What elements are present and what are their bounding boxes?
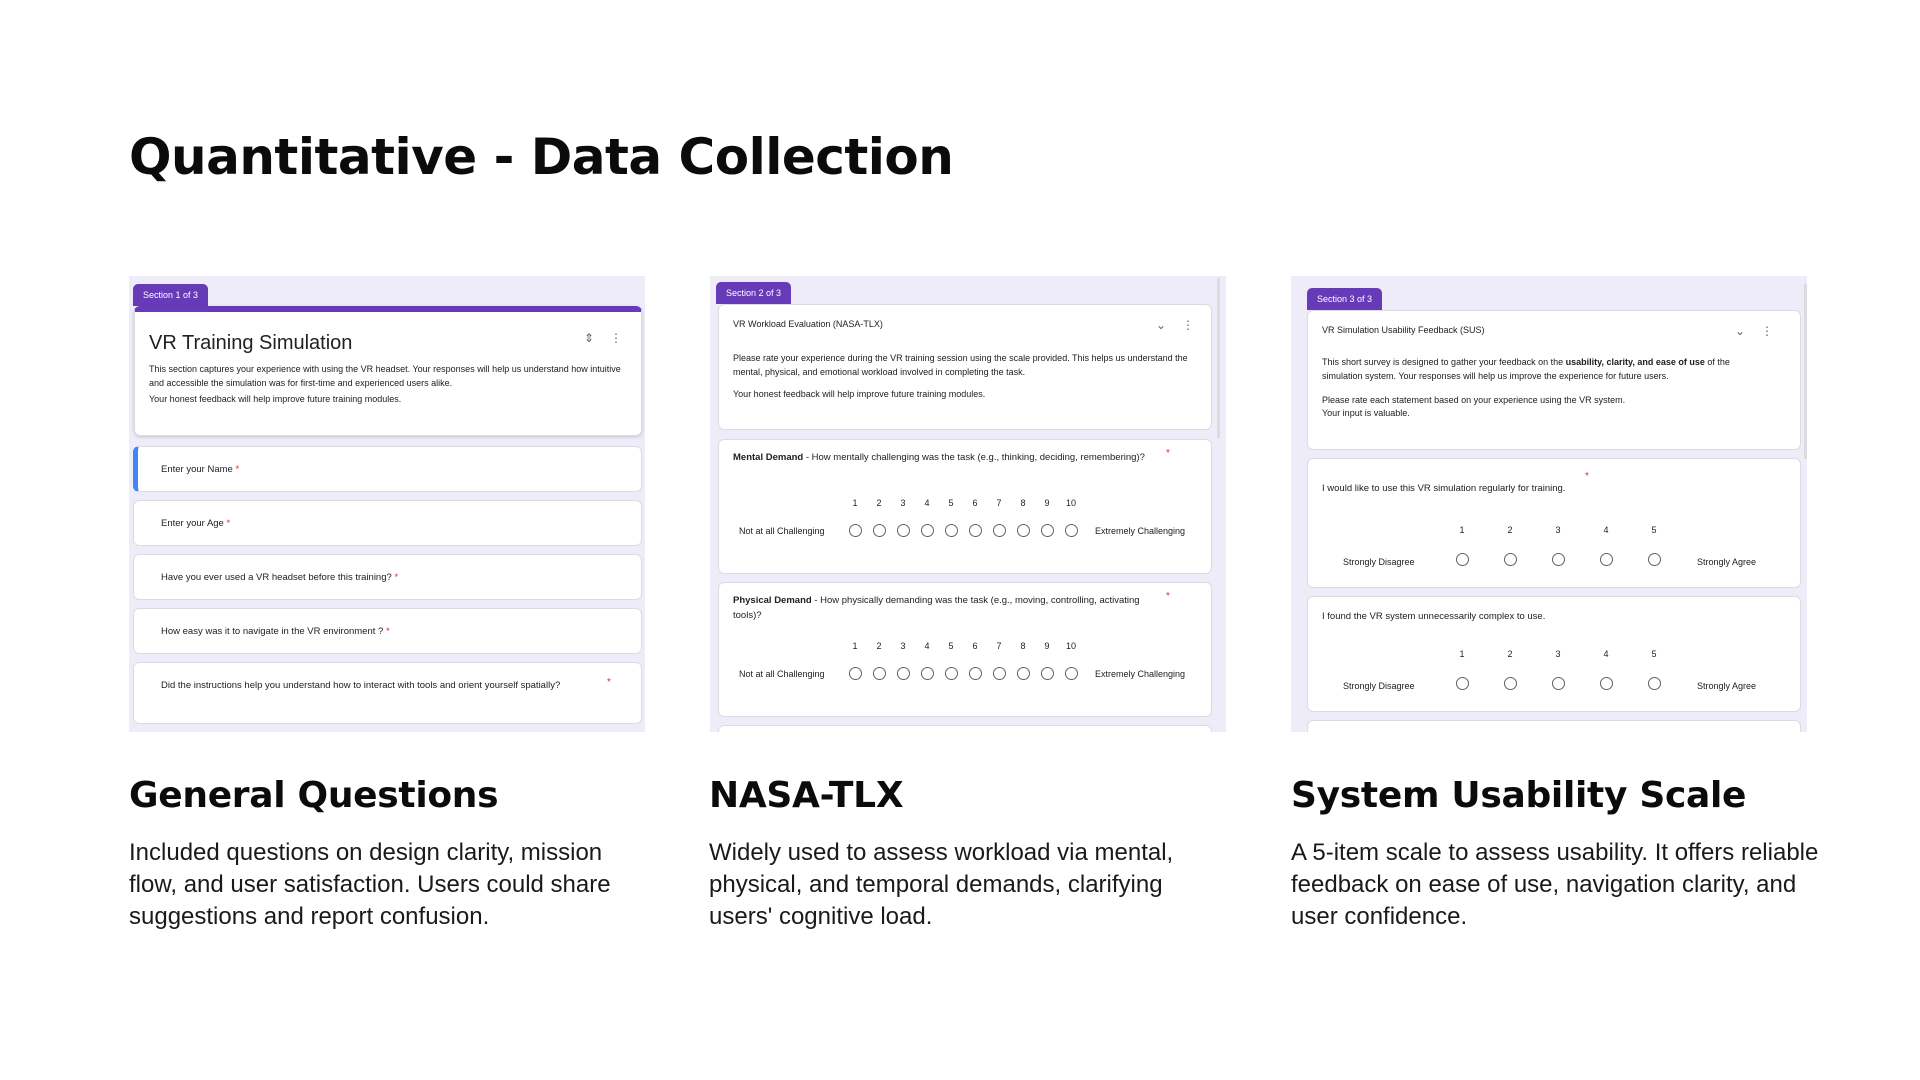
scale-radio-button[interactable] xyxy=(873,667,886,680)
section-title-nasa-tlx: NASA-TLX xyxy=(709,775,904,816)
question-card-name[interactable] xyxy=(133,446,642,492)
page-title: Quantitative - Data Collection xyxy=(129,128,954,186)
section-title-general: General Questions xyxy=(129,775,499,816)
form-header-card xyxy=(718,304,1212,430)
screenshot-general-questions xyxy=(129,276,645,732)
collapse-icon[interactable]: ⌄ xyxy=(1735,324,1746,338)
scale-radio-button[interactable] xyxy=(1065,667,1078,680)
question-label: How easy was it to navigate in the VR environment ? * xyxy=(161,626,390,637)
scale-number: 2 xyxy=(1507,649,1513,659)
more-options-icon[interactable]: ⋮ xyxy=(1761,324,1773,338)
form-instructions: Please rate each statement based on your experience using the VR system. xyxy=(1322,395,1626,405)
form-title: VR Workload Evaluation (NASA-TLX) xyxy=(733,319,883,329)
scale-number: 9 xyxy=(1044,641,1050,651)
scale-radio-button[interactable] xyxy=(1041,667,1054,680)
scale-high-label: Strongly Agree xyxy=(1697,557,1757,567)
scale-low-label: Strongly Disagree xyxy=(1343,557,1415,567)
scale-radio-button[interactable] xyxy=(945,667,958,680)
scale-number: 3 xyxy=(1555,525,1561,535)
section-tab[interactable]: Section 3 of 3 xyxy=(1307,288,1382,310)
scale-radio-button[interactable] xyxy=(849,524,862,537)
scale-number: 9 xyxy=(1044,498,1050,508)
form-description: This short survey is designed to gather your feedback on the usability, clarity, and ease of use of the simulation system. Your responses will help us improve the experience for future users. xyxy=(1322,357,1730,381)
form-header-card xyxy=(134,306,642,436)
scale-number: 10 xyxy=(1065,641,1076,651)
scale-radio-button[interactable] xyxy=(1552,677,1565,690)
scale-number: 2 xyxy=(876,641,882,651)
scale-high-label: Strongly Agree xyxy=(1697,681,1757,691)
scale-number: 4 xyxy=(1603,649,1609,659)
section-title-sus: System Usability Scale xyxy=(1291,775,1747,816)
scale-radio-button[interactable] xyxy=(993,524,1006,537)
section-tab[interactable]: Section 2 of 3 xyxy=(716,282,791,304)
scale-radio-button[interactable] xyxy=(1600,553,1613,566)
scale-number: 8 xyxy=(1020,641,1026,651)
question-label: Did the instructions help you understand how to interact with tools and orient yourself spatially? xyxy=(161,680,561,691)
question-card-instructions[interactable] xyxy=(133,662,642,724)
scale-number: 5 xyxy=(1651,525,1657,535)
section-desc-sus: A 5-item scale to assess usability. It offers reliable feedback on ease of use, navigation clarity, and user confidence. xyxy=(1291,839,1819,930)
collapse-icon[interactable]: ⌄ xyxy=(1156,318,1167,332)
form-header-card xyxy=(1307,310,1801,450)
question-label: I would like to use this VR simulation regularly for training. xyxy=(1322,483,1566,494)
scale-radio-button[interactable] xyxy=(1648,677,1661,690)
scale-radio-button[interactable] xyxy=(1552,553,1565,566)
scale-number: 3 xyxy=(900,498,906,508)
question-card-physical-demand[interactable] xyxy=(718,582,1212,717)
scale-radio-button[interactable] xyxy=(969,667,982,680)
scale-radio-button[interactable] xyxy=(1065,524,1078,537)
question-label: Physical Demand - How physically demanding was the task (e.g., moving, controlling, activating tools)? xyxy=(733,595,1140,621)
scale-radio-button[interactable] xyxy=(1041,524,1054,537)
required-marker: * xyxy=(1166,591,1170,602)
required-marker: * xyxy=(1166,448,1170,459)
scale-number: 1 xyxy=(1459,649,1465,659)
scale-number: 1 xyxy=(1459,525,1465,535)
scale-radio-button[interactable] xyxy=(993,667,1006,680)
scale-low-label: Strongly Disagree xyxy=(1343,681,1415,691)
scale-number: 10 xyxy=(1065,498,1076,508)
form-note: Your input is valuable. xyxy=(1322,408,1410,418)
scale-radio-button[interactable] xyxy=(1456,553,1469,566)
form-description: Please rate your experience during the VR training session using the scale provided. This helps us understand the mental, physical, and emotional workload involved in completing the task. xyxy=(733,353,1188,377)
screenshot-nasa-tlx xyxy=(710,276,1226,732)
scale-number: 7 xyxy=(996,498,1002,508)
scale-radio-button[interactable] xyxy=(1456,677,1469,690)
scale-radio-button[interactable] xyxy=(1504,553,1517,566)
scale-radio-button[interactable] xyxy=(897,667,910,680)
form-description: This section captures your experience with using the VR headset. Your responses will help us understand how intuitive and accessible the simulation was for first-time and experienced users alike. xyxy=(149,364,621,388)
section-desc-general: Included questions on design clarity, mission flow, and user satisfaction. Users could share suggestions and report confusion. xyxy=(129,839,611,930)
section-tab[interactable]: Section 1 of 3 xyxy=(133,284,208,306)
scale-number: 8 xyxy=(1020,498,1026,508)
question-card-navigation[interactable] xyxy=(133,608,642,654)
question-card-vr-experience[interactable] xyxy=(133,554,642,600)
more-options-icon[interactable]: ⋮ xyxy=(610,331,622,345)
question-label: Mental Demand - How mentally challenging was the task (e.g., thinking, deciding, remembering)? xyxy=(733,452,1145,463)
question-card-next[interactable] xyxy=(1307,720,1801,732)
scale-radio-button[interactable] xyxy=(969,524,982,537)
scale-number: 2 xyxy=(876,498,882,508)
scale-number: 1 xyxy=(852,641,858,651)
scale-number: 5 xyxy=(948,641,954,651)
question-card-sus-2[interactable] xyxy=(1307,596,1801,712)
scale-low-label: Not at all Challenging xyxy=(739,526,825,536)
scale-number: 6 xyxy=(972,498,978,508)
scale-radio-button[interactable] xyxy=(945,524,958,537)
scale-radio-button[interactable] xyxy=(849,667,862,680)
scale-radio-button[interactable] xyxy=(921,524,934,537)
scale-radio-button[interactable] xyxy=(1017,524,1030,537)
scale-radio-button[interactable] xyxy=(1648,553,1661,566)
form-title: VR Simulation Usability Feedback (SUS) xyxy=(1322,325,1485,335)
scale-number: 4 xyxy=(924,641,930,651)
scale-number: 5 xyxy=(948,498,954,508)
question-label: I found the VR system unnecessarily complex to use. xyxy=(1322,611,1546,622)
question-card-next[interactable] xyxy=(718,725,1212,732)
required-marker: * xyxy=(607,677,611,688)
scale-radio-button[interactable] xyxy=(921,667,934,680)
scale-high-label: Extremely Challenging xyxy=(1095,669,1186,679)
form-title: VR Training Simulation xyxy=(149,332,353,354)
question-card-mental-demand[interactable] xyxy=(718,439,1212,574)
scale-radio-button[interactable] xyxy=(1504,677,1517,690)
question-card-sus-1[interactable] xyxy=(1307,458,1801,588)
section-desc-nasa-tlx: Widely used to assess workload via mental, physical, and temporal demands, clarifying users' cognitive load. xyxy=(709,839,1174,930)
question-label: Have you ever used a VR headset before this training? * xyxy=(161,572,399,583)
scale-radio-button[interactable] xyxy=(897,524,910,537)
scale-number: 4 xyxy=(1603,525,1609,535)
required-marker: * xyxy=(1585,471,1589,482)
question-card-age[interactable] xyxy=(133,500,642,546)
scale-number: 7 xyxy=(996,641,1002,651)
scroll-edge xyxy=(1804,284,1807,459)
scale-number: 6 xyxy=(972,641,978,651)
scale-radio-button[interactable] xyxy=(873,524,886,537)
form-note: Your honest feedback will help improve future training modules. xyxy=(149,394,402,404)
collapse-icon[interactable]: ⇕ xyxy=(584,331,595,345)
form-note: Your honest feedback will help improve future training modules. xyxy=(733,389,986,399)
scale-number: 1 xyxy=(852,498,858,508)
scale-number: 3 xyxy=(1555,649,1561,659)
scale-radio-button[interactable] xyxy=(1600,677,1613,690)
scale-number: 3 xyxy=(900,641,906,651)
scale-number: 2 xyxy=(1507,525,1513,535)
scale-high-label: Extremely Challenging xyxy=(1095,526,1186,536)
question-label: Enter your Age * xyxy=(161,518,231,529)
screenshot-sus xyxy=(1291,276,1807,732)
scale-radio-button[interactable] xyxy=(1017,667,1030,680)
scale-number: 4 xyxy=(924,498,930,508)
scale-number: 5 xyxy=(1651,649,1657,659)
scroll-edge xyxy=(1217,278,1220,438)
scale-low-label: Not at all Challenging xyxy=(739,669,825,679)
question-label: Enter your Name * xyxy=(161,464,240,475)
more-options-icon[interactable]: ⋮ xyxy=(1182,318,1194,332)
